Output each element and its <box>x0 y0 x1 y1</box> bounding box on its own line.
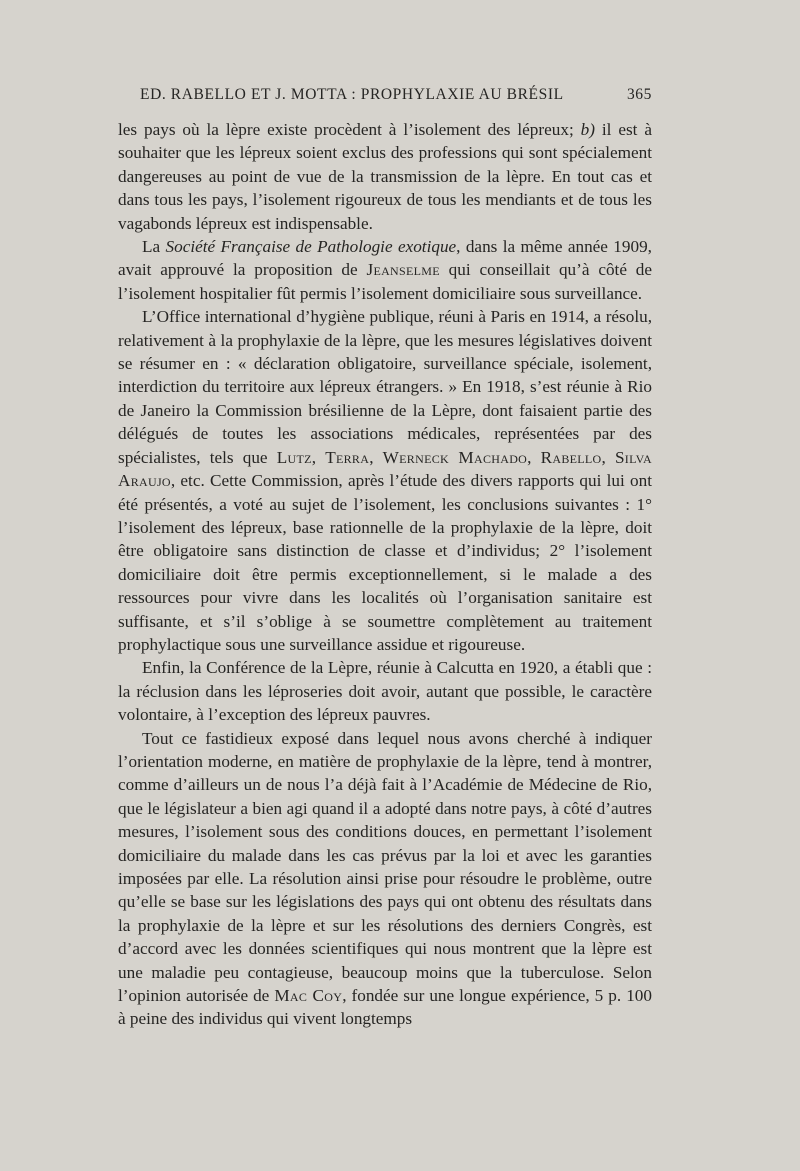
author-name: Mac Coy <box>274 986 343 1006</box>
page-number: 365 <box>626 86 652 103</box>
text-run: , <box>601 447 615 467</box>
text-run: , etc. Cette Commission, après l’étude des divers rapports qui lui ont été présentés, a voté au sujet de l’isolement, les conclusions suivantes : 1° l’isolement des lépreux, base rationnelle de la prophylaxie de la lèpre, doit être obligatoire sans distinction de classe et d’individus; 2° l’isolement domiciliaire doit être permis exceptionnellement, si le malade a des ressources pour vivre dans les localités où l’organisation sanitaire est suffisante, et s’il s’oblige à se soumettre complètement au traitement prophylactique sous une surveillance assidue et rigoureuse. <box>118 471 652 654</box>
text-run: L’Office international d’hygiène publique, réuni à Paris en 1914, a résolu, relativement à la prophylaxie de la lèpre, que les mesures législatives doivent se résumer en : « déclaration obligatoire, surveillance spéciale, isolement, interdiction du territoire aux lépreux étrangers. » En 1918, s’est réunie à Rio de Janeiro la Commission brésilienne de la Lèpre, dont faisaient partie des délégués de toutes les associations médicales, représentées par des spécialistes, tels que <box>118 307 652 467</box>
text-run: , fondée sur une longue expérience, 5 p. 100 à peine des individus qui vivent longtemps <box>118 986 652 1029</box>
text-run: , dans la même année 1909, avait approuvé la proposition de <box>118 237 652 280</box>
text-run: Tout ce fastidieux exposé dans lequel nous avons cherché à indiquer l’orientation moderne, en matière de prophylaxie de la lèpre, tend à montrer, comme d’ailleurs un de nous l’a déjà fait à l’Académie de Médecine de Rio, que le législateur a bien agi quand il a adopté dans notre pays, à côté d’autres mesures, l’isolement sous des conditions douces, en permettant l’isolement domiciliaire du malade dans les cas prévus par la loi et avec les garanties imposées par elle. La résolution ainsi prise pour résoudre le problème, outre qu’elle se base sur les législations des pays qui ont obtenu des résultats dans la prophylaxie de la lèpre et sur les résolutions des derniers Congrès, est d’accord avec les données scientifiques qui nous montrent que la lèpre est une maladie peu contagieuse, beaucoup moins que la tuberculose. Selon l’opinion autorisée de <box>118 728 652 1006</box>
text-run: qui conseillait qu’à côté de l’isolement hospitalier fût permis l’isolement domiciliaire sous surveillance. <box>118 260 652 303</box>
paragraph <box>118 727 652 1031</box>
author-name: Jeanselme <box>366 260 440 280</box>
text-run: , <box>527 447 541 467</box>
paragraph <box>118 305 652 656</box>
text-run: , <box>311 447 326 467</box>
author-name: Werneck Machado <box>382 447 528 467</box>
author-name: Terra <box>325 447 370 467</box>
italic-text: b) <box>580 120 595 139</box>
text-run: La <box>142 237 166 257</box>
author-name: Lutz <box>276 447 312 467</box>
running-title: ED. RABELLO ET J. MOTTA : PROPHYLAXIE AU BRÉSIL <box>140 86 564 103</box>
author-name: Rabello <box>540 447 602 467</box>
author-name: Silva Araujo <box>118 447 653 491</box>
paragraph <box>118 656 652 726</box>
paragraph <box>118 118 652 235</box>
text-run: , <box>369 447 383 467</box>
body-text <box>118 118 652 1031</box>
paragraph <box>118 235 652 305</box>
text-run: Enfin, la Conférence de la Lèpre, réunie à Calcutta en 1920, a établi que : la réclusion dans les léproseries doit avoir, autant que possible, le caractère volontaire, à l’exception des lépreux pauvres. <box>118 658 652 725</box>
text-run: les pays où la lèpre existe procèdent à l’isolement des lépreux; <box>118 120 581 139</box>
italic-text: Société Française de Pathologie exotique <box>165 237 457 257</box>
text-run: il est à souhaiter que les lépreux soient exclus des professions qui sont spécialement dangereuses au point de vue de la transmission de la lèpre. En tout cas et dans tous les pays, l’isolement rigoureux de tous les mendiants et de tous les vagabonds lépreux est indispensable. <box>118 120 652 233</box>
